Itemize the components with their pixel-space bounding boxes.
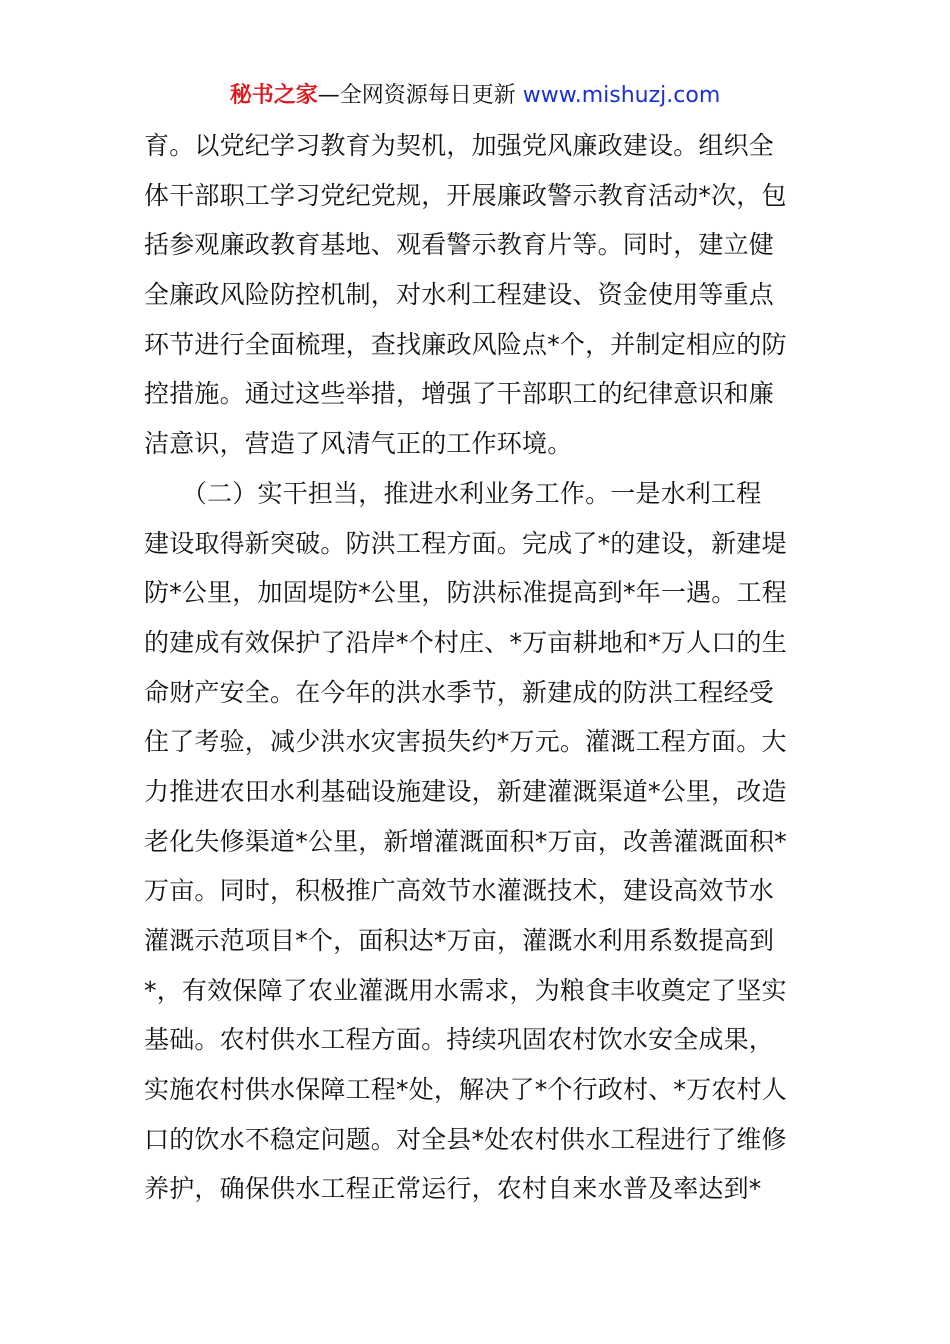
text-line: 环节进行全面梳理，查找廉政风险点*个，并制定相应的防 bbox=[144, 329, 787, 359]
text-line: 养护，确保供水工程正常运行，农村自来水普及率达到* bbox=[144, 1174, 762, 1204]
text-line: 建设取得新突破。防洪工程方面。完成了*的建设，新建堤 bbox=[144, 528, 787, 558]
text-line: 口的饮水不稳定问题。对全县*处农村供水工程进行了维修 bbox=[144, 1124, 787, 1154]
site-url[interactable]: www.mishuzj.com bbox=[522, 83, 721, 108]
text-line: 洁意识，营造了风清气正的工作环境。 bbox=[144, 429, 573, 459]
text-line: 括参观廉政教育基地、观看警示教育片等。同时，建立健 bbox=[144, 230, 775, 260]
document-body bbox=[144, 121, 824, 1214]
text-line: 力推进农田水利基础设施建设，新建灌溉渠道*公里，改造 bbox=[144, 776, 787, 806]
text-line: 的建成有效保护了沿岸*个村庄、*万亩耕地和*万人口的生 bbox=[144, 627, 787, 657]
text-line: 体干部职工学习党纪党规，开展廉政警示教育活动*次，包 bbox=[144, 180, 787, 210]
site-header bbox=[0, 80, 950, 112]
text-line: *，有效保障了农业灌溉用水需求，为粮食丰收奠定了坚实 bbox=[144, 975, 787, 1005]
text-line: 实施农村供水保障工程*处，解决了*个行政村、*万农村人 bbox=[144, 1075, 787, 1105]
site-brand: 秘书之家 bbox=[229, 83, 318, 108]
text-line: 老化失修渠道*公里，新增灌溉面积*万亩，改善灌溉面积* bbox=[144, 826, 787, 856]
section-heading-line: （二）实干担当，推进水利业务工作。一是水利工程 bbox=[144, 478, 762, 508]
site-tagline: —全网资源每日更新 bbox=[317, 83, 516, 108]
text-line: 灌溉示范项目*个，面积达*万亩，灌溉水利用系数提高到 bbox=[144, 926, 775, 955]
text-line: 全廉政风险防控机制，对水利工程建设、资金使用等重点 bbox=[144, 280, 775, 310]
text-line: 住了考验，减少洪水灾害损失约*万元。灌溉工程方面。大 bbox=[144, 727, 787, 757]
text-line: 防*公里，加固堤防*公里，防洪标准提高到*年一遇。工程 bbox=[144, 578, 787, 608]
text-line: 控措施。通过这些举措，增强了干部职工的纪律意识和廉 bbox=[144, 379, 775, 409]
text-line: 育。以党纪学习教育为契机，加强党风廉政建设。组织全 bbox=[144, 131, 775, 160]
text-line: 万亩。同时，积极推广高效节水灌溉技术，建设高效节水 bbox=[144, 876, 775, 906]
text-line: 基础。农村供水工程方面。持续巩固农村饮水安全成果， bbox=[144, 1025, 775, 1055]
text-line: 命财产安全。在今年的洪水季节，新建成的防洪工程经受 bbox=[144, 677, 775, 707]
